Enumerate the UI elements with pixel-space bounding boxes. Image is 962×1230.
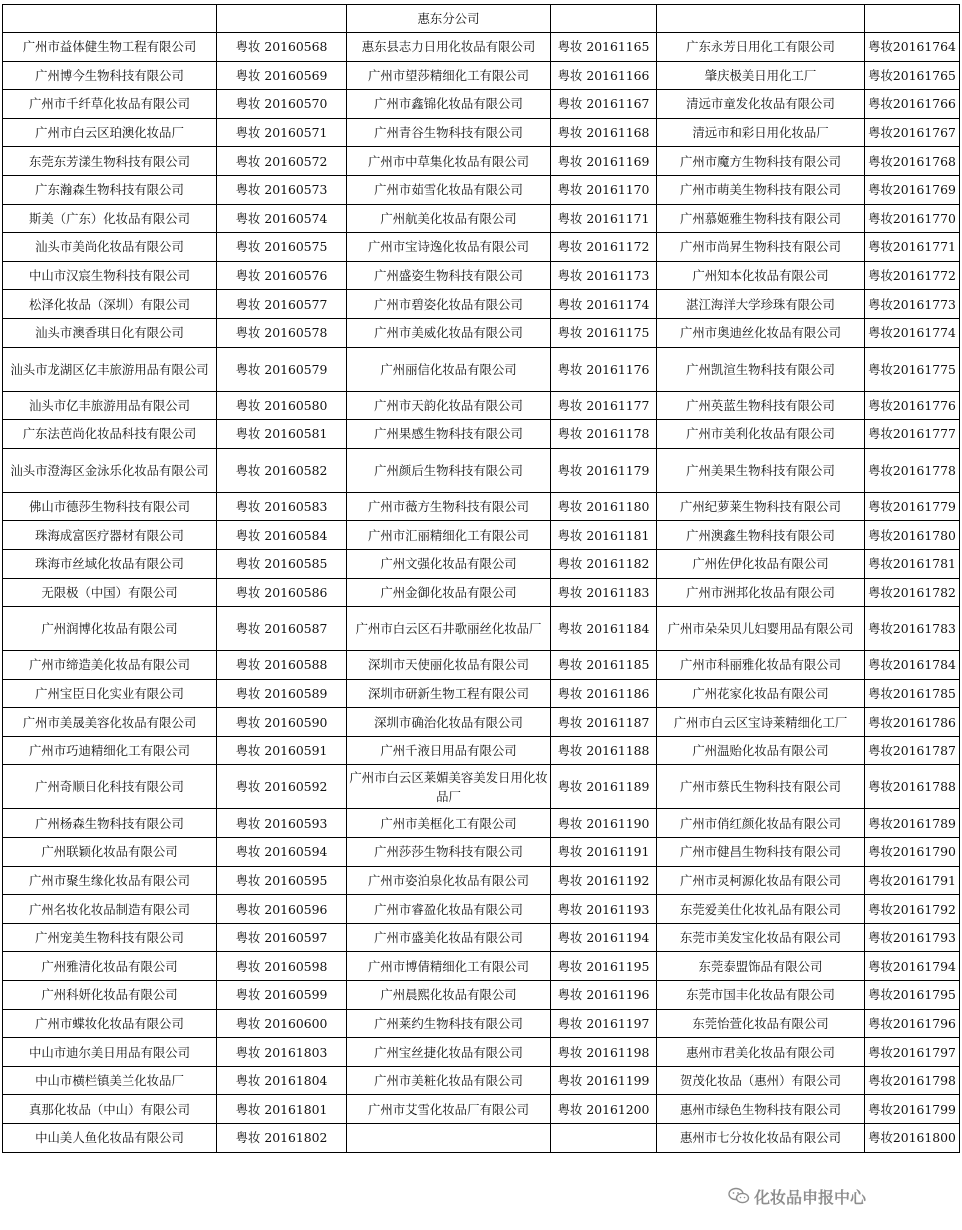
company-name-cell: 深圳市天使丽化妆品有限公司 — [347, 651, 551, 680]
company-name-cell: 广州市美粧化妆品有限公司 — [347, 1066, 551, 1095]
table-row — [3, 765, 960, 809]
table-row — [3, 838, 960, 867]
table-row — [3, 90, 960, 119]
table-row — [3, 261, 960, 290]
license-number-cell: 粤妆 20160572 — [217, 147, 347, 176]
company-name-cell: 广州润博化妆品有限公司 — [3, 607, 217, 651]
company-name-cell: 广州市白云区宝诗莱精细化工厂 — [657, 708, 865, 737]
company-name-cell: 广州市洲邦化妆品有限公司 — [657, 578, 865, 607]
table-row — [3, 952, 960, 981]
license-number-cell: 粤妆 20160575 — [217, 233, 347, 262]
license-number-cell: 粤妆20161800 — [865, 1124, 960, 1153]
company-name-cell: 清远市童发化妆品有限公司 — [657, 90, 865, 119]
company-name-cell: 广州博今生物科技有限公司 — [3, 61, 217, 90]
license-number-cell — [551, 1124, 657, 1153]
license-number-cell: 粤妆20161791 — [865, 866, 960, 895]
table-row — [3, 607, 960, 651]
company-name-cell: 东莞怡萱化妆品有限公司 — [657, 1009, 865, 1038]
company-name-cell: 广州果感生物科技有限公司 — [347, 420, 551, 449]
company-name-cell: 广州市科丽雅化妆品有限公司 — [657, 651, 865, 680]
company-name-cell: 广州市健昌生物科技有限公司 — [657, 838, 865, 867]
license-number-cell: 粤妆 20161185 — [551, 651, 657, 680]
license-number-cell: 粤妆 20161173 — [551, 261, 657, 290]
company-name-cell: 广州市白云区莱媚美容美发日用化妆品厂 — [347, 765, 551, 809]
license-number-cell: 粤妆20161794 — [865, 952, 960, 981]
license-number-cell: 粤妆20161798 — [865, 1066, 960, 1095]
company-name-cell: 广州市睿盈化妆品有限公司 — [347, 895, 551, 924]
company-name-cell: 中山市迪尔美日用品有限公司 — [3, 1038, 217, 1067]
table-row — [3, 1038, 960, 1067]
company-name-cell: 惠州市绿色生物科技有限公司 — [657, 1095, 865, 1124]
license-number-cell: 粤妆20161777 — [865, 420, 960, 449]
company-name-cell: 佛山市德莎生物科技有限公司 — [3, 492, 217, 521]
table-row — [3, 147, 960, 176]
company-name-cell: 真那化妆品（中山）有限公司 — [3, 1095, 217, 1124]
company-name-cell: 广州市奥迪丝化妆品有限公司 — [657, 318, 865, 347]
watermark-text: 化妆品申报中心 — [754, 1187, 867, 1207]
empty-cell — [865, 5, 960, 33]
company-name-cell: 中山市汉宸生物科技有限公司 — [3, 261, 217, 290]
company-name-cell: 广州知本化妆品有限公司 — [657, 261, 865, 290]
license-number-cell: 粤妆 20161181 — [551, 521, 657, 550]
license-number-cell: 粤妆 20161178 — [551, 420, 657, 449]
license-number-cell: 粤妆 20160581 — [217, 420, 347, 449]
license-number-cell: 粤妆 20161191 — [551, 838, 657, 867]
company-name-cell: 广州市白云区珀澳化妆品厂 — [3, 118, 217, 147]
license-number-cell: 粤妆20161790 — [865, 838, 960, 867]
company-name-cell: 湛江海洋大学珍珠有限公司 — [657, 290, 865, 319]
table-row — [3, 290, 960, 319]
license-number-cell: 粤妆 20160592 — [217, 765, 347, 809]
empty-cell — [551, 5, 657, 33]
license-number-cell: 粤妆 20160595 — [217, 866, 347, 895]
table-row — [3, 923, 960, 952]
company-name-cell: 广州千液日用品有限公司 — [347, 736, 551, 765]
table-row — [3, 347, 960, 391]
license-number-cell: 粤妆 20161177 — [551, 391, 657, 420]
license-number-cell: 粤妆 20160594 — [217, 838, 347, 867]
company-name-cell: 广州青谷生物科技有限公司 — [347, 118, 551, 147]
license-number-cell: 粤妆20161792 — [865, 895, 960, 924]
company-name-cell: 广州市萌美生物科技有限公司 — [657, 175, 865, 204]
license-number-cell: 粤妆20161799 — [865, 1095, 960, 1124]
company-name-cell: 东莞市美发宝化妆品有限公司 — [657, 923, 865, 952]
license-number-cell: 粤妆 20161174 — [551, 290, 657, 319]
license-number-cell: 粤妆 20161180 — [551, 492, 657, 521]
license-number-cell: 粤妆 20160569 — [217, 61, 347, 90]
table-row — [3, 521, 960, 550]
license-number-cell: 粤妆20161775 — [865, 347, 960, 391]
license-number-cell: 粤妆 20161198 — [551, 1038, 657, 1067]
company-name-cell: 广州宝丝捷化妆品有限公司 — [347, 1038, 551, 1067]
company-name-cell: 清远市和彩日用化妆品厂 — [657, 118, 865, 147]
license-number-cell: 粤妆20161796 — [865, 1009, 960, 1038]
company-name-cell: 汕头市龙湖区亿丰旅游用品有限公司 — [3, 347, 217, 391]
table-row — [3, 492, 960, 521]
license-number-cell: 粤妆 20160588 — [217, 651, 347, 680]
license-number-cell: 粤妆20161766 — [865, 90, 960, 119]
license-number-cell: 粤妆 20161166 — [551, 61, 657, 90]
license-number-cell: 粤妆 20160579 — [217, 347, 347, 391]
company-name-cell: 广东法芭尚化妆品科技有限公司 — [3, 420, 217, 449]
company-name-cell: 广州金御化妆品有限公司 — [347, 578, 551, 607]
company-name-cell: 广州市鑫锦化妆品有限公司 — [347, 90, 551, 119]
company-name-cell: 广州凯渲生物科技有限公司 — [657, 347, 865, 391]
license-number-cell: 粤妆 20161171 — [551, 204, 657, 233]
company-name-cell: 珠海市丝域化妆品有限公司 — [3, 549, 217, 578]
license-number-cell: 粤妆20161787 — [865, 736, 960, 765]
company-name-cell: 广州市俏红颜化妆品有限公司 — [657, 809, 865, 838]
license-number-cell: 粤妆 20161186 — [551, 679, 657, 708]
license-number-cell: 粤妆 20161187 — [551, 708, 657, 737]
company-name-cell: 汕头市美尚化妆品有限公司 — [3, 233, 217, 262]
company-name-cell: 广州慕姬雅生物科技有限公司 — [657, 204, 865, 233]
license-number-cell: 粤妆 20161804 — [217, 1066, 347, 1095]
license-number-cell: 粤妆20161780 — [865, 521, 960, 550]
table-row — [3, 175, 960, 204]
company-name-cell: 广州市博倩精细化工有限公司 — [347, 952, 551, 981]
company-name-cell: 广州市盛美化妆品有限公司 — [347, 923, 551, 952]
header-row — [3, 5, 960, 33]
license-number-cell: 粤妆 20160589 — [217, 679, 347, 708]
license-number-cell: 粤妆20161782 — [865, 578, 960, 607]
table-row — [3, 1066, 960, 1095]
license-number-cell: 粤妆 20160585 — [217, 549, 347, 578]
table-row — [3, 549, 960, 578]
company-name-cell: 广东永芳日用化工有限公司 — [657, 33, 865, 62]
company-name-cell: 广州市美框化工有限公司 — [347, 809, 551, 838]
license-number-cell: 粤妆 20160590 — [217, 708, 347, 737]
company-name-cell: 广州英蓝生物科技有限公司 — [657, 391, 865, 420]
company-name-cell: 广州晨熙化妆品有限公司 — [347, 981, 551, 1010]
company-name-cell: 广州纪萝莱生物科技有限公司 — [657, 492, 865, 521]
company-name-cell: 广州市姿泊泉化妆品有限公司 — [347, 866, 551, 895]
license-number-cell: 粤妆 20160593 — [217, 809, 347, 838]
license-number-cell: 粤妆20161772 — [865, 261, 960, 290]
license-number-cell: 粤妆20161793 — [865, 923, 960, 952]
company-name-cell: 广州宠美生物科技有限公司 — [3, 923, 217, 952]
license-number-cell: 粤妆 20161196 — [551, 981, 657, 1010]
license-number-cell: 粤妆 20160573 — [217, 175, 347, 204]
company-name-cell: 广州名妆化妆品制造有限公司 — [3, 895, 217, 924]
company-name-cell: 广州颜后生物科技有限公司 — [347, 448, 551, 492]
company-name-cell: 广州联颖化妆品有限公司 — [3, 838, 217, 867]
company-name-cell: 广州美果生物科技有限公司 — [657, 448, 865, 492]
license-number-cell: 粤妆 20161182 — [551, 549, 657, 578]
company-name-cell: 东莞市国丰化妆品有限公司 — [657, 981, 865, 1010]
license-number-cell: 粤妆20161788 — [865, 765, 960, 809]
company-name-cell: 广州航美化妆品有限公司 — [347, 204, 551, 233]
license-number-cell: 粤妆 20161194 — [551, 923, 657, 952]
license-number-cell: 粤妆 20160570 — [217, 90, 347, 119]
company-name-cell: 广州雅清化妆品有限公司 — [3, 952, 217, 981]
company-name-cell: 广州市益体健生物工程有限公司 — [3, 33, 217, 62]
table-row — [3, 809, 960, 838]
company-name-cell: 深圳市确治化妆品有限公司 — [347, 708, 551, 737]
company-name-cell: 广州市美威化妆品有限公司 — [347, 318, 551, 347]
license-number-cell: 粤妆20161778 — [865, 448, 960, 492]
company-name-cell: 广州文强化妆品有限公司 — [347, 549, 551, 578]
table-row — [3, 391, 960, 420]
license-number-cell: 粤妆20161789 — [865, 809, 960, 838]
company-name-cell: 广州杨森生物科技有限公司 — [3, 809, 217, 838]
license-number-cell: 粤妆 20161176 — [551, 347, 657, 391]
license-number-cell: 粤妆20161797 — [865, 1038, 960, 1067]
license-number-cell: 粤妆20161783 — [865, 607, 960, 651]
license-number-cell: 粤妆 20161195 — [551, 952, 657, 981]
company-name-cell: 广州科妍化妆品有限公司 — [3, 981, 217, 1010]
license-number-cell: 粤妆20161767 — [865, 118, 960, 147]
table-row — [3, 866, 960, 895]
license-number-cell: 粤妆 20160574 — [217, 204, 347, 233]
license-number-cell: 粤妆 20161170 — [551, 175, 657, 204]
company-name-cell: 汕头市澳香琪日化有限公司 — [3, 318, 217, 347]
company-name-cell: 广州市灵柯源化妆品有限公司 — [657, 866, 865, 895]
license-number-cell: 粤妆 20160577 — [217, 290, 347, 319]
table-row — [3, 895, 960, 924]
license-number-cell: 粤妆 20161179 — [551, 448, 657, 492]
license-number-cell: 粤妆20161765 — [865, 61, 960, 90]
company-name-cell: 广州市魔方生物科技有限公司 — [657, 147, 865, 176]
license-number-cell: 粤妆 20161172 — [551, 233, 657, 262]
empty-cell — [217, 5, 347, 33]
license-number-cell: 粤妆20161768 — [865, 147, 960, 176]
table-row — [3, 233, 960, 262]
license-number-cell: 粤妆20161770 — [865, 204, 960, 233]
table-row — [3, 448, 960, 492]
license-number-cell: 粤妆 20160598 — [217, 952, 347, 981]
company-name-cell: 珠海成富医疗器材有限公司 — [3, 521, 217, 550]
company-name-cell: 广州市聚生缘化妆品有限公司 — [3, 866, 217, 895]
license-number-cell: 粤妆 20161193 — [551, 895, 657, 924]
license-number-cell: 粤妆 20160583 — [217, 492, 347, 521]
company-name-cell: 广州市宝诗逸化妆品有限公司 — [347, 233, 551, 262]
company-name-cell: 广州市茹雪化妆品有限公司 — [347, 175, 551, 204]
company-name-cell: 中山美人鱼化妆品有限公司 — [3, 1124, 217, 1153]
table-row — [3, 1124, 960, 1153]
license-number-cell: 粤妆20161781 — [865, 549, 960, 578]
license-number-cell: 粤妆 20161200 — [551, 1095, 657, 1124]
company-name-cell: 广州佐伊化妆品有限公司 — [657, 549, 865, 578]
license-number-cell: 粤妆20161776 — [865, 391, 960, 420]
license-number-cell: 粤妆 20161190 — [551, 809, 657, 838]
table-row — [3, 204, 960, 233]
company-name-cell: 广州市艾雪化妆品厂有限公司 — [347, 1095, 551, 1124]
branch-cell: 惠东分公司 — [347, 5, 551, 33]
license-number-cell: 粤妆20161779 — [865, 492, 960, 521]
table-row — [3, 736, 960, 765]
license-number-cell: 粤妆20161771 — [865, 233, 960, 262]
company-name-cell — [347, 1124, 551, 1153]
table-row — [3, 651, 960, 680]
company-name-cell: 广州市蝶妆化妆品有限公司 — [3, 1009, 217, 1038]
company-name-cell: 广州市千纤草化妆品有限公司 — [3, 90, 217, 119]
license-number-cell: 粤妆20161764 — [865, 33, 960, 62]
license-number-cell: 粤妆 20160586 — [217, 578, 347, 607]
license-number-cell: 粤妆 20160591 — [217, 736, 347, 765]
table-row — [3, 33, 960, 62]
company-name-cell: 广州盛姿生物科技有限公司 — [347, 261, 551, 290]
company-name-cell: 广州澳鑫生物科技有限公司 — [657, 521, 865, 550]
license-number-cell: 粤妆 20160568 — [217, 33, 347, 62]
company-name-cell: 中山市横栏镇美兰化妆品厂 — [3, 1066, 217, 1095]
license-number-cell: 粤妆 20160587 — [217, 607, 347, 651]
table-row — [3, 578, 960, 607]
table-row — [3, 420, 960, 449]
company-name-cell: 广州市中草集化妆品有限公司 — [347, 147, 551, 176]
license-number-cell: 粤妆 20160597 — [217, 923, 347, 952]
license-number-cell: 粤妆 20160578 — [217, 318, 347, 347]
company-name-cell: 汕头市澄海区金泳乐化妆品有限公司 — [3, 448, 217, 492]
license-number-cell: 粤妆 20161803 — [217, 1038, 347, 1067]
license-number-cell: 粤妆 20161192 — [551, 866, 657, 895]
license-number-cell: 粤妆 20161802 — [217, 1124, 347, 1153]
company-name-cell: 东莞泰盟饰品有限公司 — [657, 952, 865, 981]
company-name-cell: 广州市尚昇生物科技有限公司 — [657, 233, 865, 262]
company-name-cell: 广州丽信化妆品有限公司 — [347, 347, 551, 391]
company-name-cell: 肇庆极美日用化工厂 — [657, 61, 865, 90]
table-row — [3, 61, 960, 90]
license-number-cell: 粤妆 20161189 — [551, 765, 657, 809]
registration-table-body — [3, 5, 960, 1153]
company-name-cell: 深圳市研新生物工程有限公司 — [347, 679, 551, 708]
license-number-cell: 粤妆 20160582 — [217, 448, 347, 492]
company-name-cell: 惠州市君美化妆品有限公司 — [657, 1038, 865, 1067]
company-name-cell: 广州市朵朵贝儿妇婴用品有限公司 — [657, 607, 865, 651]
table-row — [3, 981, 960, 1010]
table-row — [3, 318, 960, 347]
company-name-cell: 广州市薇方生物科技有限公司 — [347, 492, 551, 521]
company-name-cell: 广州市望莎精细化工有限公司 — [347, 61, 551, 90]
license-number-cell: 粤妆 20160576 — [217, 261, 347, 290]
table-row — [3, 1095, 960, 1124]
company-name-cell: 广州市汇丽精细化工有限公司 — [347, 521, 551, 550]
company-name-cell: 广州市天韵化妆品有限公司 — [347, 391, 551, 420]
company-name-cell: 广州市蔡氏生物科技有限公司 — [657, 765, 865, 809]
license-number-cell: 粤妆 20160600 — [217, 1009, 347, 1038]
license-number-cell: 粤妆20161784 — [865, 651, 960, 680]
company-name-cell: 广州莎莎生物科技有限公司 — [347, 838, 551, 867]
company-name-cell: 广州市美晟美容化妆品有限公司 — [3, 708, 217, 737]
license-number-cell: 粤妆 20161183 — [551, 578, 657, 607]
license-number-cell: 粤妆 20160580 — [217, 391, 347, 420]
company-name-cell: 广州奇顺日化科技有限公司 — [3, 765, 217, 809]
license-number-cell: 粤妆 20160571 — [217, 118, 347, 147]
license-number-cell: 粤妆 20161199 — [551, 1066, 657, 1095]
empty-cell — [3, 5, 217, 33]
company-name-cell: 广州市缔造美化妆品有限公司 — [3, 651, 217, 680]
company-name-cell: 广东瀚森生物科技有限公司 — [3, 175, 217, 204]
license-number-cell: 粤妆20161786 — [865, 708, 960, 737]
license-number-cell: 粤妆20161785 — [865, 679, 960, 708]
company-name-cell: 广州莱约生物科技有限公司 — [347, 1009, 551, 1038]
company-name-cell: 惠州市七分妆化妆品有限公司 — [657, 1124, 865, 1153]
watermark — [728, 1186, 866, 1206]
company-name-cell: 贺茂化妆品（惠州）有限公司 — [657, 1066, 865, 1095]
license-number-cell: 粤妆 20161168 — [551, 118, 657, 147]
company-name-cell: 松泽化妆品（深圳）有限公司 — [3, 290, 217, 319]
empty-cell — [657, 5, 865, 33]
company-name-cell: 广州花家化妆品有限公司 — [657, 679, 865, 708]
table-row — [3, 679, 960, 708]
license-number-cell: 粤妆 20161175 — [551, 318, 657, 347]
license-number-cell: 粤妆20161773 — [865, 290, 960, 319]
license-number-cell: 粤妆 20161184 — [551, 607, 657, 651]
license-number-cell: 粤妆 20161188 — [551, 736, 657, 765]
company-name-cell: 无限极（中国）有限公司 — [3, 578, 217, 607]
company-name-cell: 斯美（广东）化妆品有限公司 — [3, 204, 217, 233]
registration-table — [2, 4, 960, 1153]
company-name-cell: 广州市美利化妆品有限公司 — [657, 420, 865, 449]
table-row — [3, 708, 960, 737]
company-name-cell: 广州宝臣日化实业有限公司 — [3, 679, 217, 708]
table-row — [3, 1009, 960, 1038]
company-name-cell: 东莞爱美仕化妆礼品有限公司 — [657, 895, 865, 924]
company-name-cell: 广州市白云区石井歌丽丝化妆品厂 — [347, 607, 551, 651]
license-number-cell: 粤妆 20161197 — [551, 1009, 657, 1038]
wechat-icon — [728, 1187, 750, 1205]
license-number-cell: 粤妆20161795 — [865, 981, 960, 1010]
license-number-cell: 粤妆20161769 — [865, 175, 960, 204]
company-name-cell: 广州市巧迪精细化工有限公司 — [3, 736, 217, 765]
company-name-cell: 汕头市亿丰旅游用品有限公司 — [3, 391, 217, 420]
company-name-cell: 东莞东芳漾生物科技有限公司 — [3, 147, 217, 176]
company-name-cell: 广州温贻化妆品有限公司 — [657, 736, 865, 765]
license-number-cell: 粤妆 20161169 — [551, 147, 657, 176]
license-number-cell: 粤妆 20161165 — [551, 33, 657, 62]
license-number-cell: 粤妆 20161801 — [217, 1095, 347, 1124]
company-name-cell: 惠东县志力日用化妆品有限公司 — [347, 33, 551, 62]
license-number-cell: 粤妆20161774 — [865, 318, 960, 347]
license-number-cell: 粤妆 20160584 — [217, 521, 347, 550]
license-number-cell: 粤妆 20161167 — [551, 90, 657, 119]
license-number-cell: 粤妆 20160599 — [217, 981, 347, 1010]
license-number-cell: 粤妆 20160596 — [217, 895, 347, 924]
company-name-cell: 广州市碧姿化妆品有限公司 — [347, 290, 551, 319]
table-row — [3, 118, 960, 147]
